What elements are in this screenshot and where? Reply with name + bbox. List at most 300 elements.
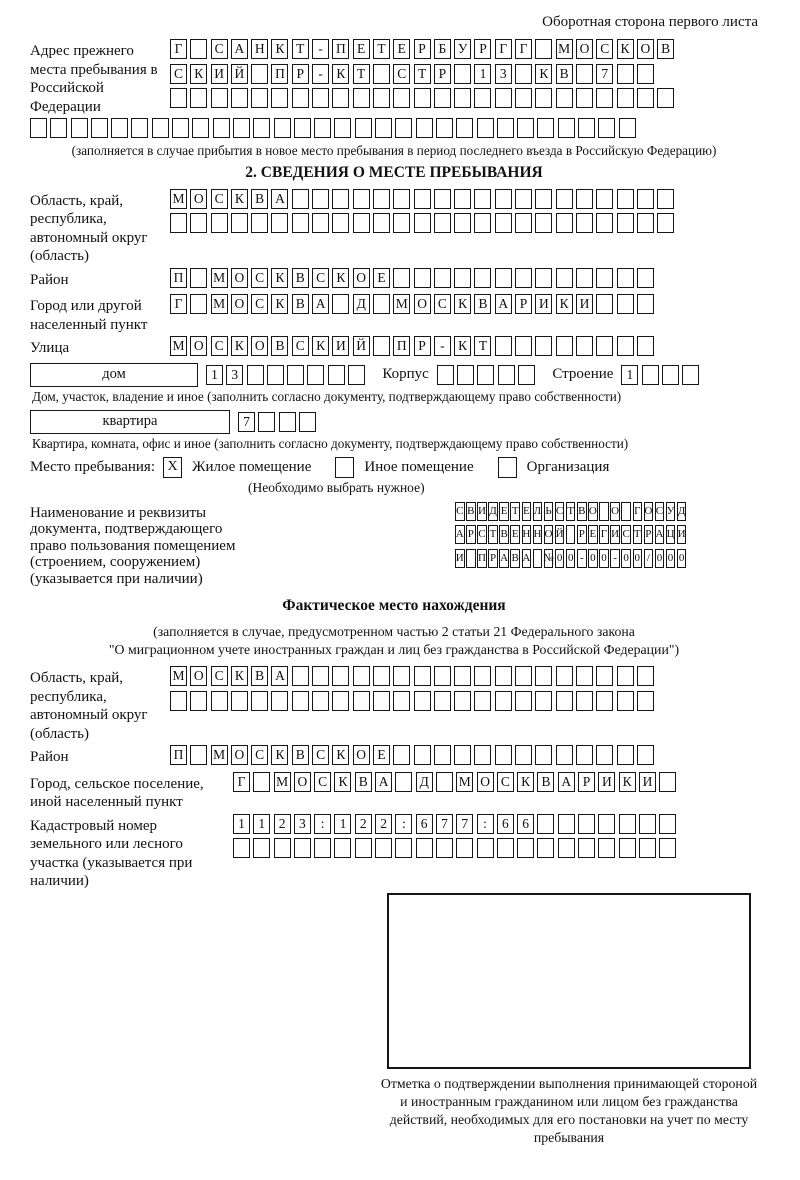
form-cell (556, 745, 573, 765)
form-cell: С (312, 268, 329, 288)
form-cell (682, 365, 699, 385)
form-cell: П (170, 268, 187, 288)
form-cell: А (231, 39, 248, 59)
form-cell (456, 118, 473, 138)
form-cell (294, 838, 311, 858)
form-cell: № (544, 549, 554, 568)
region-field (30, 189, 758, 266)
form-cell (558, 814, 575, 834)
form-cell (294, 118, 311, 138)
form-cell: В (251, 189, 268, 209)
form-cell: К (271, 294, 288, 314)
form-cell: Т (373, 39, 390, 59)
form-cell: М (456, 772, 473, 792)
form-cell (537, 118, 554, 138)
form-cell (515, 666, 532, 686)
form-cell: У (666, 502, 676, 521)
form-cell: К (517, 772, 534, 792)
form-cell (253, 118, 270, 138)
stroenie-cells (621, 365, 702, 385)
form-cell: К (454, 336, 471, 356)
form-cell: О (190, 336, 207, 356)
actual-district-field (30, 745, 758, 770)
form-cell (576, 666, 593, 686)
form-cell (211, 213, 228, 233)
form-cell: Д (353, 294, 370, 314)
form-cell: Р (292, 64, 309, 84)
form-cell (556, 691, 573, 711)
form-cell (253, 838, 270, 858)
form-cell (495, 213, 512, 233)
form-cell (495, 88, 512, 108)
form-cell: В (292, 268, 309, 288)
form-cell (434, 666, 451, 686)
form-cell: 7 (596, 64, 613, 84)
form-cell (596, 189, 613, 209)
form-cell (537, 814, 554, 834)
form-cell (556, 88, 573, 108)
form-cell: С (655, 502, 665, 521)
form-cell (170, 88, 187, 108)
form-cell: П (332, 39, 349, 59)
form-cell (190, 745, 207, 765)
city-field (30, 294, 758, 334)
form-cell: С (211, 189, 228, 209)
form-cell (517, 118, 534, 138)
form-cell (535, 691, 552, 711)
form-cell: С (211, 666, 228, 686)
actual-location-title: Фактическое место нахождения (282, 597, 506, 614)
form-cell: В (499, 525, 509, 544)
form-cell: С (251, 268, 268, 288)
form-cell (454, 64, 471, 84)
form-cell: К (231, 336, 248, 356)
form-cell (556, 213, 573, 233)
form-cell (454, 268, 471, 288)
form-cell: Г (599, 525, 609, 544)
form-cell (556, 189, 573, 209)
form-cell (274, 118, 291, 138)
form-cell (599, 502, 609, 521)
form-cell: О (231, 294, 248, 314)
form-cell (617, 268, 634, 288)
form-cell (50, 118, 67, 138)
form-cell (596, 213, 613, 233)
prev-address-row-2 (170, 64, 758, 84)
form-cell: М (211, 294, 228, 314)
actual-location-note-2: "О миграционном учете иностранных граждан и лиц без гражданства в Российской Федерации") (108, 642, 680, 657)
confirmation-mark-area (380, 893, 758, 1147)
form-cell (373, 691, 390, 711)
form-cell (314, 118, 331, 138)
stay-type-row (30, 457, 758, 478)
page-side-note: Оборотная сторона первого листа (542, 14, 758, 30)
form-cell (517, 838, 534, 858)
form-cell (190, 268, 207, 288)
form-cell (558, 118, 575, 138)
form-cell (287, 365, 304, 385)
form-cell: Р (474, 39, 491, 59)
form-cell (474, 189, 491, 209)
actual-region-row-1 (170, 666, 758, 686)
form-cell (576, 189, 593, 209)
form-cell: Т (474, 336, 491, 356)
form-cell: Р (515, 294, 532, 314)
form-cell: Е (393, 39, 410, 59)
form-cell (190, 294, 207, 314)
form-cell (474, 745, 491, 765)
prev-address-row-3 (170, 88, 758, 108)
form-cell (515, 189, 532, 209)
prev-address-field (30, 39, 758, 116)
form-cell: 2 (274, 814, 291, 834)
form-cell: Т (414, 64, 431, 84)
option-inoe-label: Иное помещение (364, 458, 474, 475)
form-cell: Е (522, 502, 532, 521)
form-cell (292, 189, 309, 209)
stroenie-label: Строение (552, 366, 614, 382)
form-cell: А (522, 549, 532, 568)
form-cell (279, 412, 296, 432)
form-cell (213, 118, 230, 138)
form-cell (292, 691, 309, 711)
form-cell: С (312, 745, 329, 765)
form-cell (637, 268, 654, 288)
form-cell (334, 838, 351, 858)
form-cell (576, 64, 593, 84)
form-cell: К (271, 268, 288, 288)
form-cell: 0 (677, 549, 687, 568)
form-cell (373, 213, 390, 233)
form-cell: Й (555, 525, 565, 544)
prev-address-label: Адрес прежнего места пребывания в Российской Федерации (30, 43, 158, 115)
form-cell: В (537, 772, 554, 792)
form-cell: Е (373, 745, 390, 765)
form-cell (657, 213, 674, 233)
form-cell (637, 88, 654, 108)
form-cell (271, 213, 288, 233)
form-cell (495, 745, 512, 765)
form-cell: Т (633, 525, 643, 544)
form-cell (454, 88, 471, 108)
form-cell: 3 (495, 64, 512, 84)
form-cell: 6 (517, 814, 534, 834)
form-cell (495, 336, 512, 356)
prev-address-caption: (заполняется в случае прибытия в новое место пребывания в период последнего въезда в Российскую Федерацию) (71, 142, 717, 158)
form-cell (247, 365, 264, 385)
form-cell: О (588, 502, 598, 521)
form-cell: : (314, 814, 331, 834)
form-cell (596, 666, 613, 686)
form-cell: / (644, 549, 654, 568)
form-cell (558, 838, 575, 858)
form-cell (662, 365, 679, 385)
form-cell (617, 336, 634, 356)
form-cell (258, 412, 275, 432)
city-row (170, 294, 758, 314)
actual-region-row-2 (170, 691, 758, 711)
form-cell: Н (522, 525, 532, 544)
form-cell (353, 691, 370, 711)
form-cell (436, 838, 453, 858)
form-cell: 2 (375, 814, 392, 834)
form-cell: 0 (655, 549, 665, 568)
form-cell: 1 (233, 814, 250, 834)
form-cell (515, 745, 532, 765)
form-cell (596, 88, 613, 108)
form-cell (535, 88, 552, 108)
form-cell (535, 666, 552, 686)
cadastre-row-2 (233, 838, 758, 858)
form-cell: 3 (294, 814, 311, 834)
form-cell: А (455, 525, 465, 544)
form-cell (537, 838, 554, 858)
form-cell: А (558, 772, 575, 792)
district-field (30, 268, 758, 293)
form-cell (497, 838, 514, 858)
option-zhiloe-label: Жилое помещение (192, 458, 312, 475)
form-cell: У (454, 39, 471, 59)
form-cell: В (355, 772, 372, 792)
form-cell (131, 118, 148, 138)
form-cell (271, 88, 288, 108)
form-cell (393, 666, 410, 686)
form-cell (474, 213, 491, 233)
form-cell (434, 189, 451, 209)
form-cell (395, 772, 412, 792)
form-cell (659, 814, 676, 834)
form-cell: - (312, 64, 329, 84)
form-cell (598, 814, 615, 834)
form-cell: Ь (544, 502, 554, 521)
form-cell (477, 838, 494, 858)
form-cell: 0 (599, 549, 609, 568)
district-label: Район (30, 271, 69, 288)
form-cell: В (510, 549, 520, 568)
form-cell (373, 189, 390, 209)
form-cell: О (294, 772, 311, 792)
form-cell: 1 (206, 365, 223, 385)
form-cell: И (477, 502, 487, 521)
form-cell (307, 365, 324, 385)
form-cell: С (596, 39, 613, 59)
form-cell: И (677, 525, 687, 544)
form-cell: Г (515, 39, 532, 59)
form-cell (566, 525, 576, 544)
form-cell (312, 666, 329, 686)
form-cell: С (393, 64, 410, 84)
form-cell: А (312, 294, 329, 314)
form-cell (637, 213, 654, 233)
form-cell: С (211, 39, 228, 59)
checkbox-zhiloe: X (163, 457, 182, 478)
form-cell: И (639, 772, 656, 792)
form-cell (211, 691, 228, 711)
form-cell: : (395, 814, 412, 834)
form-cell (659, 772, 676, 792)
form-cell: Д (488, 502, 498, 521)
form-cell (414, 268, 431, 288)
form-cell (637, 336, 654, 356)
form-cell: О (231, 268, 248, 288)
form-cell: С (292, 336, 309, 356)
form-cell: К (617, 39, 634, 59)
form-cell (299, 412, 316, 432)
korpus-label: Корпус (382, 366, 429, 382)
form-cell (477, 365, 494, 385)
form-cell (515, 64, 532, 84)
form-cell: М (556, 39, 573, 59)
form-cell: - (577, 549, 587, 568)
form-cell: Р (578, 772, 595, 792)
form-cell: И (535, 294, 552, 314)
form-cell (576, 336, 593, 356)
form-cell (353, 213, 370, 233)
form-cell (414, 745, 431, 765)
form-cell (170, 213, 187, 233)
form-cell: М (170, 336, 187, 356)
form-cell: К (332, 268, 349, 288)
form-cell: А (499, 549, 509, 568)
form-cell (375, 838, 392, 858)
form-cell (576, 268, 593, 288)
form-cell (328, 365, 345, 385)
form-cell (170, 691, 187, 711)
form-cell: 1 (253, 814, 270, 834)
form-cell (617, 691, 634, 711)
form-cell (466, 549, 476, 568)
form-cell (434, 268, 451, 288)
form-cell (192, 118, 209, 138)
form-cell (414, 213, 431, 233)
form-cell: К (271, 39, 288, 59)
form-cell (617, 189, 634, 209)
form-cell: С (211, 336, 228, 356)
form-cell (251, 691, 268, 711)
form-cell (231, 213, 248, 233)
form-cell (619, 838, 636, 858)
document-row-1 (455, 502, 758, 521)
form-cell (474, 268, 491, 288)
form-cell (598, 838, 615, 858)
document-label: Наименование и реквизиты документа, подтверждающего право пользования помещением (строением, сооружением) (указывается при наличии) (30, 504, 236, 587)
form-cell (292, 666, 309, 686)
form-cell (332, 666, 349, 686)
form-cell (637, 294, 654, 314)
form-cell (312, 691, 329, 711)
form-cell: Л (533, 502, 543, 521)
form-cell: О (251, 336, 268, 356)
form-cell: О (610, 502, 620, 521)
form-cell (416, 838, 433, 858)
form-cell (495, 189, 512, 209)
form-cell: М (393, 294, 410, 314)
form-cell (621, 502, 631, 521)
form-cell: : (477, 814, 494, 834)
form-cell (535, 336, 552, 356)
form-cell (414, 666, 431, 686)
form-cell (312, 213, 329, 233)
form-cell: А (655, 525, 665, 544)
form-cell: Г (233, 772, 250, 792)
form-cell: 0 (588, 549, 598, 568)
form-cell: О (353, 268, 370, 288)
form-cell: Р (577, 525, 587, 544)
street-field (30, 336, 758, 361)
form-cell: П (170, 745, 187, 765)
form-cell: М (211, 268, 228, 288)
form-cell: В (292, 745, 309, 765)
form-cell (91, 118, 108, 138)
form-cell (292, 88, 309, 108)
form-cell: О (544, 525, 554, 544)
form-cell (233, 838, 250, 858)
form-cell (535, 189, 552, 209)
form-cell: С (314, 772, 331, 792)
form-cell: - (610, 549, 620, 568)
form-cell (576, 88, 593, 108)
form-cell: О (576, 39, 593, 59)
form-cell: П (393, 336, 410, 356)
form-cell: К (271, 745, 288, 765)
form-cell: С (434, 294, 451, 314)
form-cell: С (251, 745, 268, 765)
form-cell: 0 (621, 549, 631, 568)
form-cell (274, 838, 291, 858)
street-label: Улица (30, 340, 70, 356)
form-cell: К (312, 336, 329, 356)
form-cell: Е (499, 502, 509, 521)
actual-region-label: Область, край, республика, автономный округ (область) (30, 670, 148, 742)
actual-district-row (170, 745, 758, 765)
form-cell: К (190, 64, 207, 84)
form-cell (556, 336, 573, 356)
form-cell (353, 88, 370, 108)
form-cell: А (271, 189, 288, 209)
form-cell (454, 745, 471, 765)
form-cell: Е (373, 268, 390, 288)
form-cell: О (477, 772, 494, 792)
form-cell: О (353, 745, 370, 765)
form-cell: М (170, 666, 187, 686)
form-cell (393, 745, 410, 765)
confirmation-mark-box (387, 893, 751, 1069)
form-cell (436, 118, 453, 138)
form-cell (332, 189, 349, 209)
house-caption: Дом, участок, владение и иное (заполнить согласно документу, подтверждающему право собственности) (32, 388, 622, 404)
prev-address-row-4 (30, 118, 758, 138)
form-cell (619, 814, 636, 834)
form-cell: 7 (456, 814, 473, 834)
street-row (170, 336, 758, 356)
form-cell (292, 213, 309, 233)
form-cell: О (231, 745, 248, 765)
form-cell (474, 88, 491, 108)
form-cell: 1 (621, 365, 638, 385)
form-cell: К (231, 666, 248, 686)
actual-district-label: Район (30, 749, 69, 765)
form-cell (637, 64, 654, 84)
form-cell: В (577, 502, 587, 521)
form-cell (393, 213, 410, 233)
form-cell: Г (633, 502, 643, 521)
form-cell (414, 88, 431, 108)
form-cell: А (495, 294, 512, 314)
form-cell (30, 118, 47, 138)
form-cell (172, 118, 189, 138)
form-cell (353, 189, 370, 209)
form-cell (515, 336, 532, 356)
